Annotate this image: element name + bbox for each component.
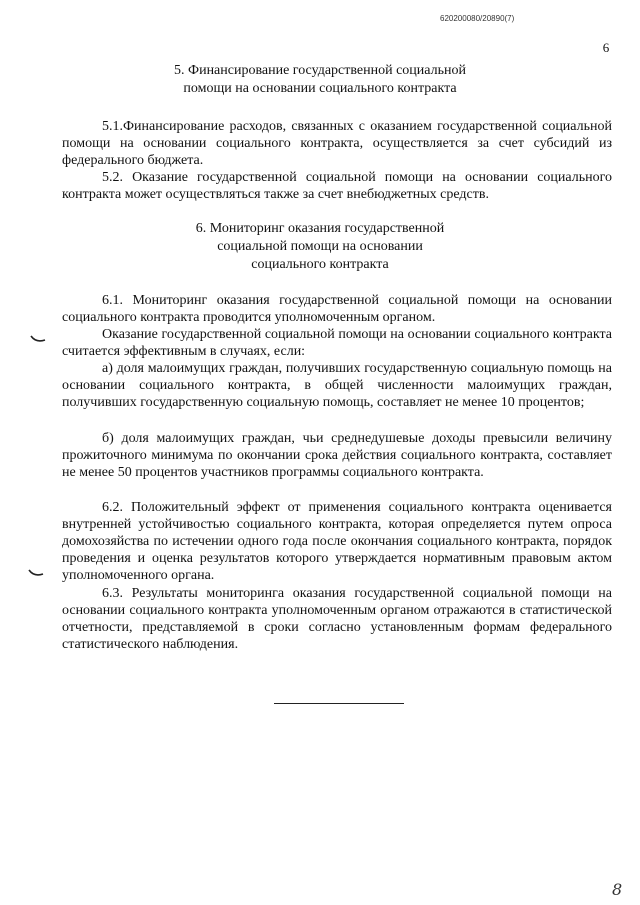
section-6-heading-line: социальной помощи на основании — [217, 239, 423, 254]
paragraph-6-1-b: б) доля малоимущих граждан, чьи среднедушевые доходы превысили величину прожиточного минимума по окончании срока действия социального контракта, составляет не менее 50 процентов участников программы социального контракта. — [62, 431, 612, 480]
margin-check-mark-icon — [30, 334, 46, 344]
section-6-heading — [110, 220, 530, 274]
paragraph-5-1: 5.1.Финансирование расходов, связанных с оказанием государственной социальной помощи на основании социального контракта, осуществляется за счет субсидий из федерального бюджета. — [62, 119, 612, 168]
end-separator-line — [274, 703, 404, 704]
section-5-heading — [110, 62, 530, 98]
paragraph-6-2: 6.2. Положительный эффект от применения социального контракта оценивается внутренней устойчивостью социального контракта, которая определяется путем опроса домохозяйства по истечении одного года после окончания социального контракта, порядок проведения и оценка результатов которого утверждается нормативным правовым актом уполномоченного органа. — [62, 500, 612, 583]
handwritten-corner-mark: 8 — [612, 880, 623, 899]
document-id: 620200080/20890(7) — [440, 14, 515, 23]
page-number: 6 — [602, 40, 610, 55]
paragraph-5-2: 5.2. Оказание государственной социальной помощи на основании социального контракта может осуществляться также за счет внебюджетных средств. — [62, 170, 612, 202]
paragraph-6-3: 6.3. Результаты мониторинга оказания государственной социальной помощи на основании социального контракта уполномоченным органом отражаются в статистической отчетности, представляемой в сроки согласно установленным формам федерального статистического наблюдения. — [62, 586, 612, 652]
margin-check-mark-icon — [28, 568, 44, 578]
section-6-heading-line: 6. Мониторинг оказания государственной — [195, 221, 445, 236]
paragraph-6-1-effectiveness: Оказание государственной социальной помощи на основании социального контракта считается эффективным в случаях, если: — [62, 327, 612, 359]
paragraph-6-1-a: а) доля малоимущих граждан, получивших государственную социальную помощь на основании социального контракта, в общей численности малоимущих граждан, получивших государственную социальную помощь, составляет не менее 10 процентов; — [62, 361, 612, 410]
section-6-heading-line: социального контракта — [251, 257, 389, 272]
paragraph-6-1: 6.1. Мониторинг оказания государственной социальной помощи на основании социального контракта проводится уполномоченным органом. — [62, 293, 612, 325]
section-5-heading-line: 5. Финансирование государственной социальной — [174, 63, 466, 78]
section-5-heading-line: помощи на основании социального контракта — [183, 81, 457, 96]
